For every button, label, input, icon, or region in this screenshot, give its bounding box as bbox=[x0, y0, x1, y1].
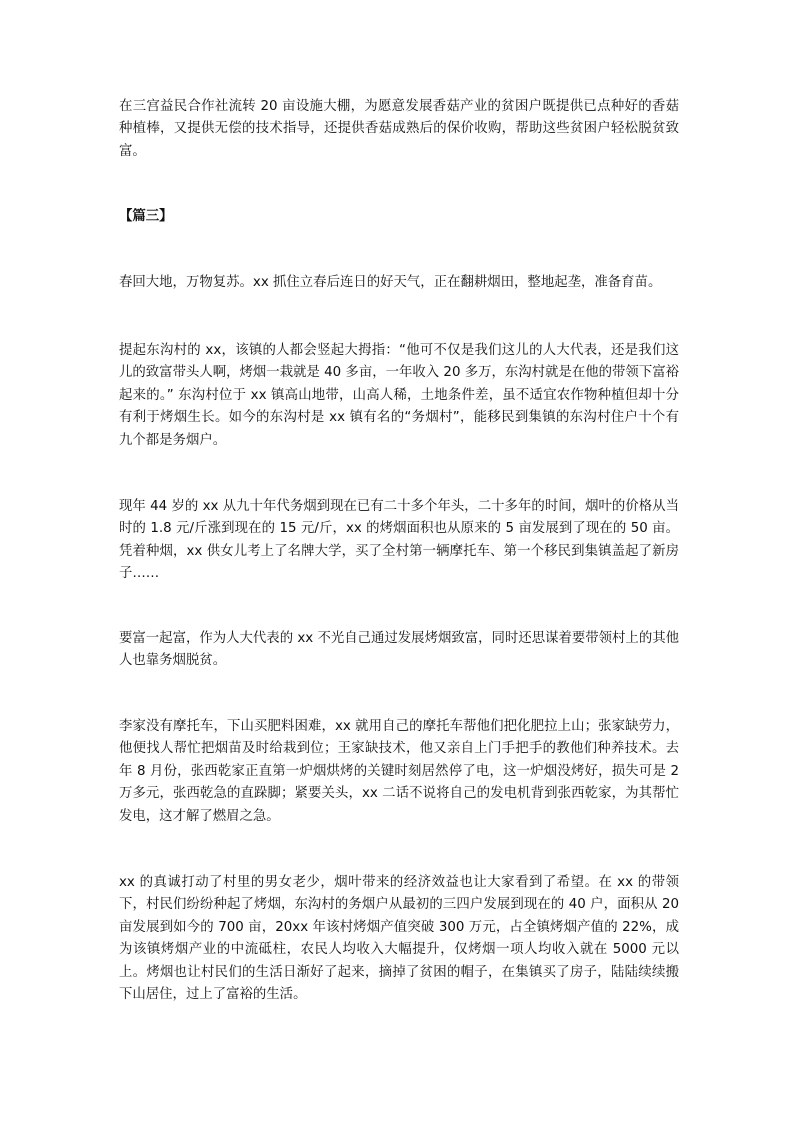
paragraph-tobacco-history: 现年 44 岁的 xx 从九十年代务烟到现在已有二十多个年头，二十多年的时间，烟叶的价格从当时的 1.8 元/斤涨到现在的 15 元/斤，xx 的烤烟面积也从原来的 5 亩发展到了现在的 50 亩。凭着种烟，xx 供女儿考上了名牌大学，买了全村第一辆摩托车、第一个移民到集镇盖起了新房子…… bbox=[119, 499, 679, 582]
paragraph-donggou-village: 提起东沟村的 xx，该镇的人都会竖起大拇指：“他可不仅是我们这儿的人大代表，还是我们这儿的致富带头人啊，烤烟一栽就是 40 多亩，一年收入 20 多万，东沟村就是在他的带领下富裕起来的。” 东沟村位于 xx 镇高山地带，山高人稀，土地条件差，虽不适宜农作物种植但却十分有利于烤烟生长。如今的东沟村是 xx 镇有名的“务烟村”，能移民到集镇的东沟村住户十个有九个都是务烟户。 bbox=[119, 343, 679, 448]
paragraph-spring: 春回大地，万物复苏。xx 抓住立春后连日的好天气，正在翻耕烟田，整地起垄，准备育苗。 bbox=[119, 275, 662, 290]
section-heading: 【篇三】 bbox=[119, 209, 173, 224]
paragraph-rich-together: 要富一起富，作为人大代表的 xx 不光自己通过发展烤烟致富，同时还思谋着要带领村上的其他人也靠务烟脱贫。 bbox=[119, 631, 679, 669]
paragraph-helping-neighbors: 李家没有摩托车，下山买肥料困难，xx 就用自己的摩托车帮他们把化肥拉上山；张家缺劳力，他便找人帮忙把烟苗及时给栽到位；王家缺技术，他又亲自上门手把手的教他们种养技术。去年 8 月份，张西乾家正直第一炉烟烘烤的关键时刻居然停了电，这一炉烟没烤好，损失可是 2 万多元，张西乾急的直跺脚；紧要关头，xx 二话不说将自己的发电机背到张西乾家，为其帮忙发电，这才解了燃眉之急。 bbox=[119, 719, 679, 824]
paragraph-village-prosperity: xx 的真诚打动了村里的男女老少，烟叶带来的经济效益也让大家看到了希望。在 xx 的带领下，村民们纷纷种起了烤烟，东沟村的务烟户从最初的三四户发展到现在的 40 户，面积从 20 亩发展到如今的 700 亩，20xx 年该村烤烟产值突破 300 万元，占全镇烤烟产值的 22%，成为该镇烤烟产业的中流砥柱，农民人均收入大幅提升，仅烤烟一项人均收入就在 5000 元以上。烤烟也让村民们的生活日渐好了起来，摘掉了贫困的帽子，在集镇买了房子，陆陆续续搬下山居住，过上了富裕的生活。 bbox=[119, 875, 679, 1003]
paragraph-cooperative: 在三宫益民合作社流转 20 亩设施大棚，为愿意发展香菇产业的贫困户既提供已点种好的香菇种植棒，又提供无偿的技术指导，还提供香菇成熟后的保价收购，帮助这些贫困户轻松脱贫致富。 bbox=[119, 99, 679, 159]
